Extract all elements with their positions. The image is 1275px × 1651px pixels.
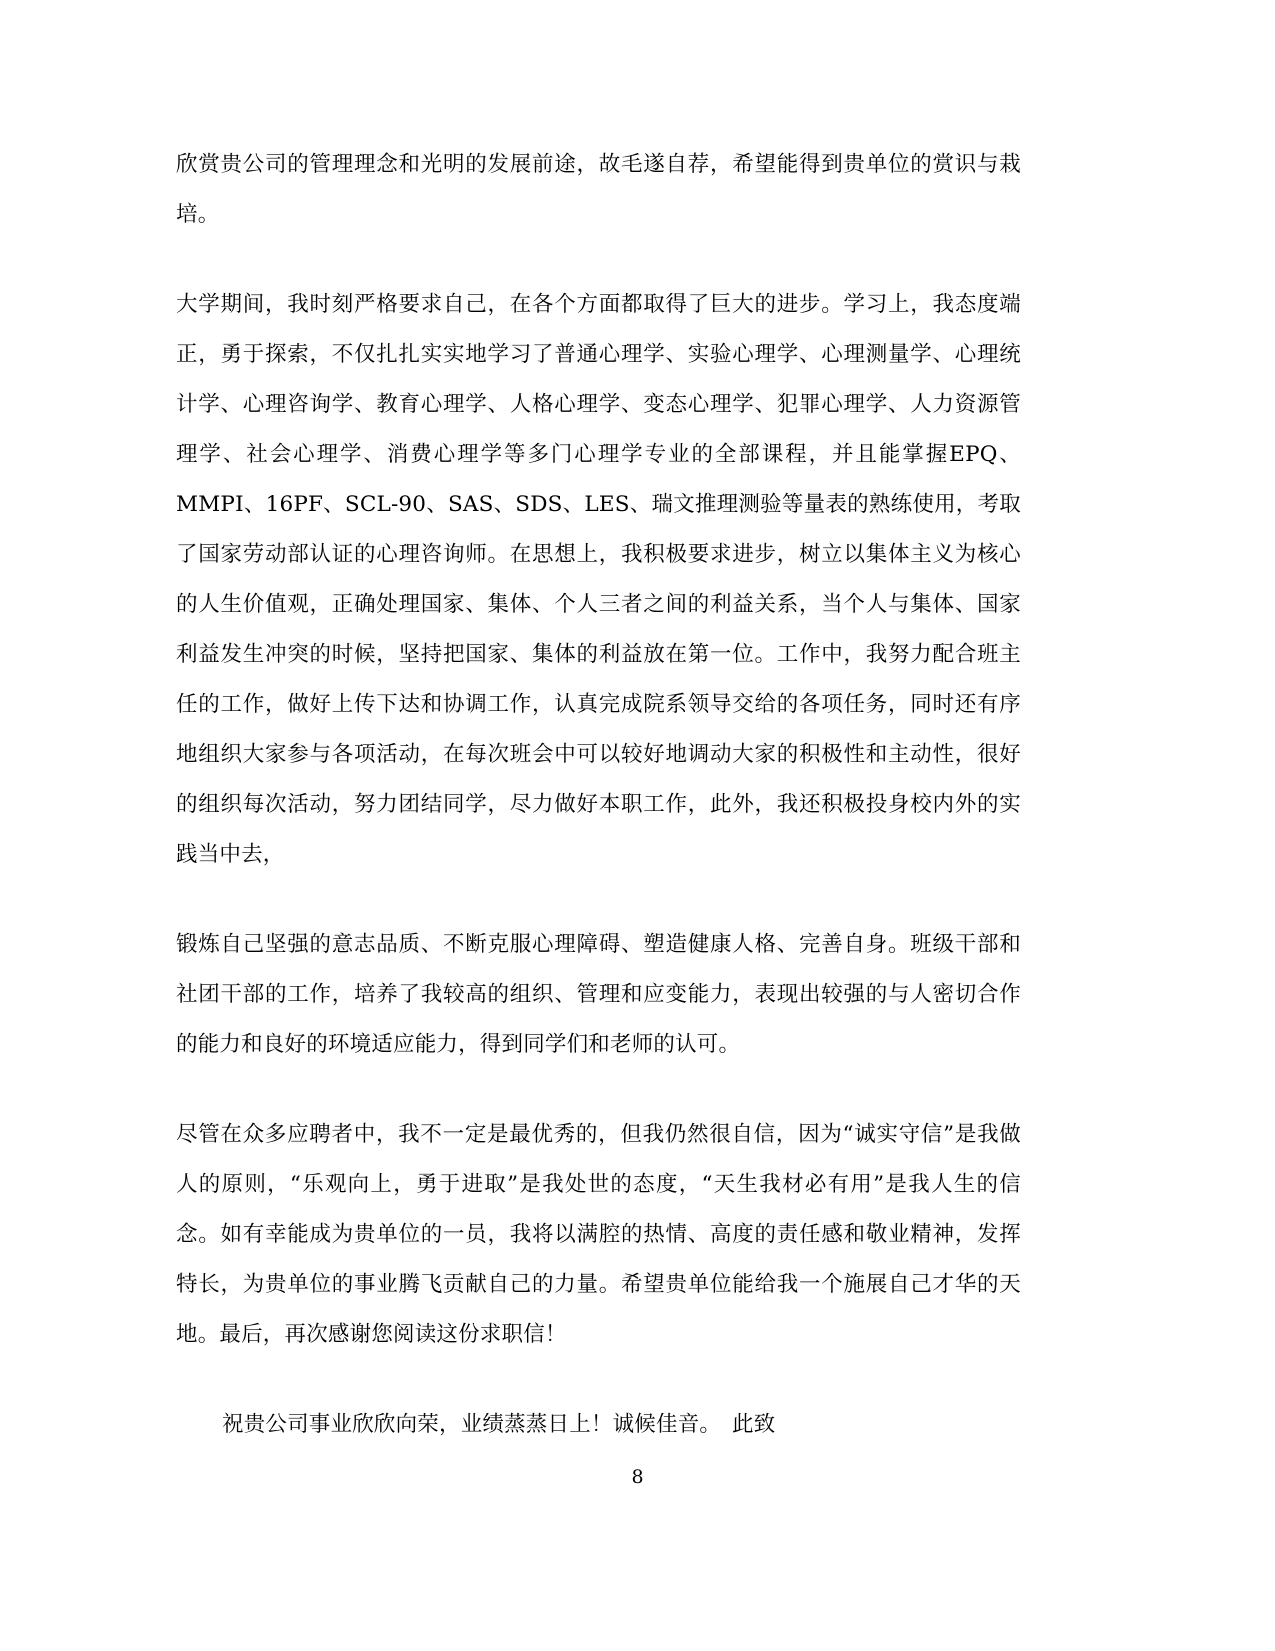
paragraph-5: 祝贵公司事业欣欣向荣，业绩蒸蒸日上！诚候佳音。 此致 (222, 1412, 776, 1437)
document-body (176, 140, 1021, 1450)
paragraph-4: 尽管在众多应聘者中，我不一定是最优秀的，但我仍然很自信，因为“诚实守信”是我做人的原则，“乐观向上，勇于进取”是我处世的态度，“天生我材必有用”是我人生的信念。如有幸能成为贵单位的一员，我将以满腔的热情、高度的责任感和敬业精神，发挥特长，为贵单位的事业腾飞贡献自己的力量。希望贵单位能给我一个施展自己才华的天地。最后，再次感谢您阅读这份求职信！ (176, 1122, 1021, 1347)
paragraph-3: 锻炼自己坚强的意志品质、不断克服心理障碍、塑造健康人格、完善自身。班级干部和社团干部的工作，培养了我较高的组织、管理和应变能力，表现出较强的与人密切合作的能力和良好的环境适应能力，得到同学们和老师的认可。 (176, 932, 1021, 1057)
page-number: 8 (631, 1466, 644, 1488)
paragraph-2: 大学期间，我时刻严格要求自己，在各个方面都取得了巨大的进步。学习上，我态度端正，勇于探索，不仅扎扎实实地学习了普通心理学、实验心理学、心理测量学、心理统计学、心理咨询学、教育心理学、人格心理学、变态心理学、犯罪心理学、人力资源管理学、社会心理学、消费心理学等多门心理学专业的全部课程，并且能掌握EPQ、MMPI、16PF、SCL-90、SAS、SDS、LES、瑞文推理测验等量表的熟练使用，考取了国家劳动部认证的心理咨询师。在思想上，我积极要求进步，树立以集体主义为核心的人生价值观，正确处理国家、集体、个人三者之间的利益关系，当个人与集体、国家利益发生冲突的时候，坚持把国家、集体的利益放在第一位。工作中，我努力配合班主任的工作，做好上传下达和协调工作，认真完成院系领导交给的各项任务，同时还有序地组织大家参与各项活动，在每次班会中可以较好地调动大家的积极性和主动性，很好的组织每次活动，努力团结同学，尽力做好本职工作，此外，我还积极投身校内外的实践当中去， (176, 292, 1021, 867)
paragraph-1: 欣赏贵公司的管理理念和光明的发展前途，故毛遂自荐，希望能得到贵单位的赏识与栽培。 (176, 152, 1021, 227)
